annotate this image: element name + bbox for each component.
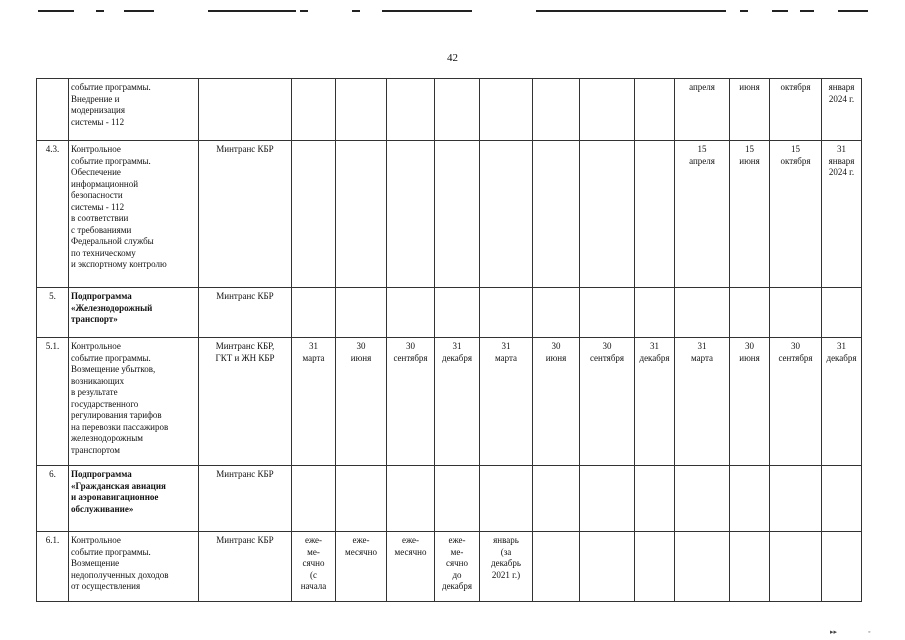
table-row <box>37 288 862 338</box>
executor: Минтранс КБР, ГКТ и ЖН КБР <box>199 338 292 466</box>
date-cell: января 2024 г. <box>822 79 862 141</box>
event-name: Подпрограмма «Железнодорожный транспорт» <box>69 288 199 338</box>
date-cell <box>480 466 533 532</box>
table-row <box>37 79 862 141</box>
date-cell: апреля <box>675 79 730 141</box>
date-cell: 31 декабря <box>435 338 480 466</box>
event-name: Контрольное событие программы. Возмещение недополученных доходов от осуществления <box>69 532 199 602</box>
table-row <box>37 338 862 466</box>
date-cell <box>580 466 635 532</box>
date-cell <box>336 141 387 288</box>
table-row <box>37 466 862 532</box>
date-cell <box>480 141 533 288</box>
date-cell <box>387 141 435 288</box>
date-cell <box>336 288 387 338</box>
date-cell <box>822 288 862 338</box>
event-name: событие программы. Внедрение и модернизация системы - 112 <box>69 79 199 141</box>
date-cell <box>533 79 580 141</box>
date-cell <box>580 532 635 602</box>
date-cell: еже- месячно <box>336 532 387 602</box>
date-cell <box>435 288 480 338</box>
date-cell <box>635 79 675 141</box>
date-cell: январь (за декабрь 2021 г.) <box>480 532 533 602</box>
executor: Минтранс КБР <box>199 532 292 602</box>
date-cell <box>635 466 675 532</box>
date-cell <box>387 79 435 141</box>
date-cell: 31 декабря <box>822 338 862 466</box>
date-cell: еже- ме- сячно до декабря <box>435 532 480 602</box>
date-cell: 31 декабря <box>635 338 675 466</box>
date-cell: 15 июня <box>730 141 770 288</box>
date-cell <box>635 532 675 602</box>
date-cell <box>635 288 675 338</box>
date-cell <box>435 79 480 141</box>
schedule-table <box>36 78 862 602</box>
row-number: 6.1. <box>37 532 69 602</box>
date-cell <box>770 466 822 532</box>
date-cell: 30 сентября <box>770 338 822 466</box>
row-number: 5. <box>37 288 69 338</box>
date-cell <box>635 141 675 288</box>
date-cell <box>770 532 822 602</box>
executor <box>199 79 292 141</box>
date-cell <box>292 288 336 338</box>
date-cell: 31 марта <box>292 338 336 466</box>
date-cell <box>292 79 336 141</box>
date-cell <box>730 466 770 532</box>
date-cell: 30 июня <box>336 338 387 466</box>
date-cell <box>533 288 580 338</box>
date-cell <box>533 532 580 602</box>
date-cell: 30 сентября <box>580 338 635 466</box>
page-number: 42 <box>447 52 458 64</box>
date-cell <box>580 288 635 338</box>
date-cell: июня <box>730 79 770 141</box>
date-cell <box>730 532 770 602</box>
date-cell <box>480 79 533 141</box>
date-cell: 30 июня <box>533 338 580 466</box>
date-cell <box>480 288 533 338</box>
executor: Минтранс КБР <box>199 288 292 338</box>
executor: Минтранс КБР <box>199 141 292 288</box>
date-cell <box>822 466 862 532</box>
date-cell: 15 октября <box>770 141 822 288</box>
date-cell <box>292 466 336 532</box>
date-cell <box>770 288 822 338</box>
date-cell <box>292 141 336 288</box>
date-cell: еже- месячно <box>387 532 435 602</box>
date-cell <box>822 532 862 602</box>
date-cell <box>387 288 435 338</box>
date-cell <box>675 466 730 532</box>
table-row <box>37 141 862 288</box>
date-cell: 15 апреля <box>675 141 730 288</box>
date-cell <box>435 466 480 532</box>
date-cell: 30 сентября <box>387 338 435 466</box>
date-cell <box>730 288 770 338</box>
date-cell: еже- ме- сячно (с начала <box>292 532 336 602</box>
row-number <box>37 79 69 141</box>
event-name: Контрольное событие программы. Возмещение убытков, возникающих в результате государственного регулирования тарифов на перевозки пассажиров железнодорожным транспортом <box>69 338 199 466</box>
date-cell <box>580 79 635 141</box>
row-number: 5.1. <box>37 338 69 466</box>
event-name: Контрольное событие программы. Обеспечение информационной безопасности системы - 112 в соответствии с требованиями Федеральной службы по техническому и экспортному контролю <box>69 141 199 288</box>
date-cell <box>533 141 580 288</box>
date-cell <box>336 79 387 141</box>
date-cell <box>675 288 730 338</box>
date-cell: 31 января 2024 г. <box>822 141 862 288</box>
date-cell: октября <box>770 79 822 141</box>
date-cell <box>580 141 635 288</box>
executor: Минтранс КБР <box>199 466 292 532</box>
date-cell <box>435 141 480 288</box>
date-cell <box>533 466 580 532</box>
date-cell: 31 марта <box>480 338 533 466</box>
row-number: 4.3. <box>37 141 69 288</box>
event-name: Подпрограмма «Гражданская авиация и аэронавигационное обслуживание» <box>69 466 199 532</box>
table-row <box>37 532 862 602</box>
date-cell: 30 июня <box>730 338 770 466</box>
date-cell: 31 марта <box>675 338 730 466</box>
row-number: 6. <box>37 466 69 532</box>
date-cell <box>387 466 435 532</box>
date-cell <box>675 532 730 602</box>
date-cell <box>336 466 387 532</box>
